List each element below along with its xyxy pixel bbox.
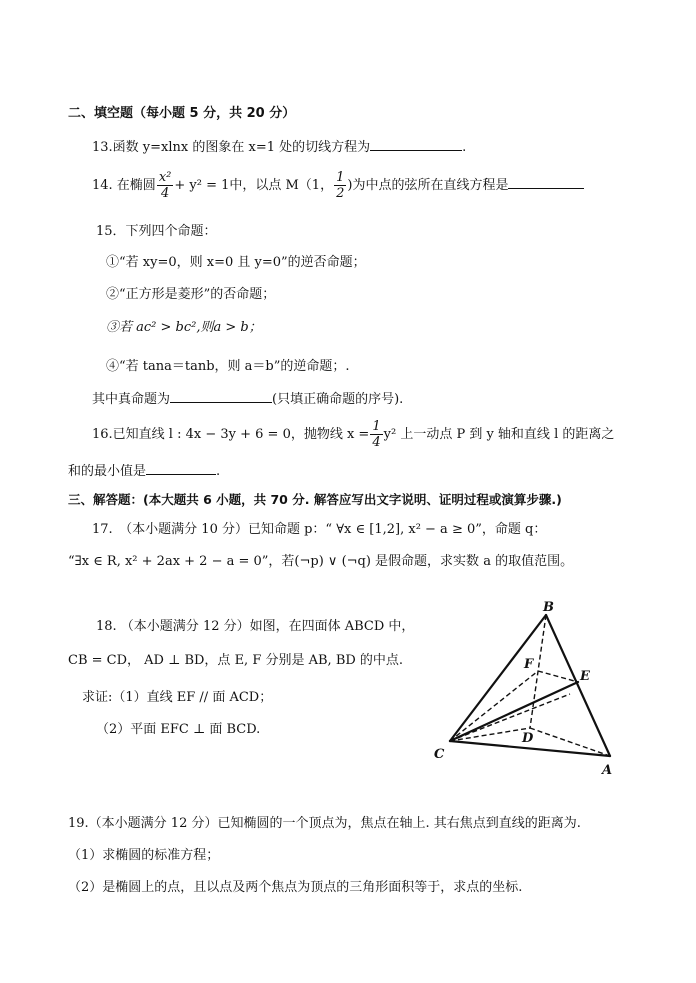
question-13 — [92, 136, 466, 158]
q14-answer-blank — [508, 174, 584, 189]
q16-fraction-one-quarter: $\frac{1}{4}$ — [372, 419, 381, 450]
question-14 — [92, 168, 584, 204]
q15-item-1: ①“若 xy=0，则 x=0 且 y=0”的逆否命题； — [106, 255, 366, 270]
q19-line-2: （1）求椭圆的标准方程； — [68, 848, 220, 863]
label-e: E — [580, 669, 590, 684]
q14-fraction-one-half: $\frac{1}{2}$ — [336, 170, 345, 201]
question-15-stem: 15．下列四个命题： — [96, 224, 217, 239]
q17-line-1: 17. （本小题满分 10 分）已知命题 p：“ ∀x ∈ [1,2], x² − a ≥ 0”，命题 q： — [92, 522, 547, 537]
q19-line-3: （2）是椭圆上的点，且以点及两个焦点为顶点的三角形面积等于，求点的坐标. — [68, 880, 523, 895]
q15-answer-prefix: 其中真命题为 — [92, 392, 171, 407]
section-three-heading: 三、解答题：(本大题共 6 小题，共 70 分. 解答应写出文字说明、证明过程或演算步骤.) — [68, 492, 562, 507]
q14-fraction-x2-over-4: $\frac{\text{x²}}{4}$ — [158, 170, 172, 201]
q15-answer-line — [92, 388, 403, 410]
q15-item-4: ④“若 tana＝tanb，则 a＝b”的逆命题；. — [106, 359, 350, 374]
q16-answer-blank — [146, 460, 216, 475]
q18-line-1: 18. （本小题满分 12 分）如图，在四面体 ABCD 中， — [96, 619, 415, 634]
q16-line2-end: . — [216, 464, 221, 479]
tetrahedron-figure — [430, 598, 625, 778]
q14-middle: + y² = 1中，以点 M（1， — [174, 178, 334, 193]
q16-line2-prefix: 和的最小值是 — [68, 464, 147, 479]
q15-item-2: ②“正方形是菱形”的否命题； — [106, 287, 276, 302]
q13-end: . — [462, 140, 467, 155]
label-d: D — [522, 731, 534, 746]
q13-text: 13.函数 y=xlnx 的图象在 x=1 处的切线方程为 — [92, 140, 371, 155]
q18-line-3: 求证:（1）直线 EF // 面 ACD； — [82, 690, 273, 705]
section-two-heading: 二、填空题（每小题 5 分，共 20 分） — [68, 106, 296, 121]
q15-item-3: ③若 ac² > bc²,则a > b； — [106, 320, 262, 335]
q15-answer-blank — [170, 388, 272, 403]
q18-line-4: （2）平面 EFC ⊥ 面 BCD. — [96, 722, 261, 737]
question-16 — [92, 416, 614, 454]
q16-suffix: y² 上一动点 P 到 y 轴和直线 l 的距离之 — [383, 427, 615, 442]
q18-line-2: CB = CD， AD ⊥ BD，点 E, F 分别是 AB, BD 的中点. — [68, 653, 404, 668]
q16-line-2 — [68, 460, 220, 482]
q17-line-2: “∃x ∈ R, x² + 2ax + 2 − a = 0”，若(¬p) ∨ (¬q) 是假命题，求实数 a 的取值范围。 — [68, 554, 574, 569]
label-c: C — [434, 747, 445, 762]
q13-answer-blank — [370, 136, 462, 151]
edge-ba — [546, 615, 610, 756]
q15-answer-suffix: (只填正确命题的序号). — [272, 392, 404, 407]
label-f: F — [524, 657, 534, 672]
q16-prefix: 16.已知直线 l : 4x − 3y + 6 = 0，抛物线 x = — [92, 427, 370, 442]
q14-prefix: 14. 在椭圆 — [92, 178, 156, 193]
label-a: A — [602, 763, 613, 778]
q14-suffix: )为中点的弦所在直线方程是 — [347, 178, 509, 193]
label-b: B — [543, 600, 554, 615]
q19-line-1: 19.（本小题满分 12 分）已知椭圆的一个顶点为，焦点在轴上. 其右焦点到直线的距离为. — [68, 816, 581, 831]
